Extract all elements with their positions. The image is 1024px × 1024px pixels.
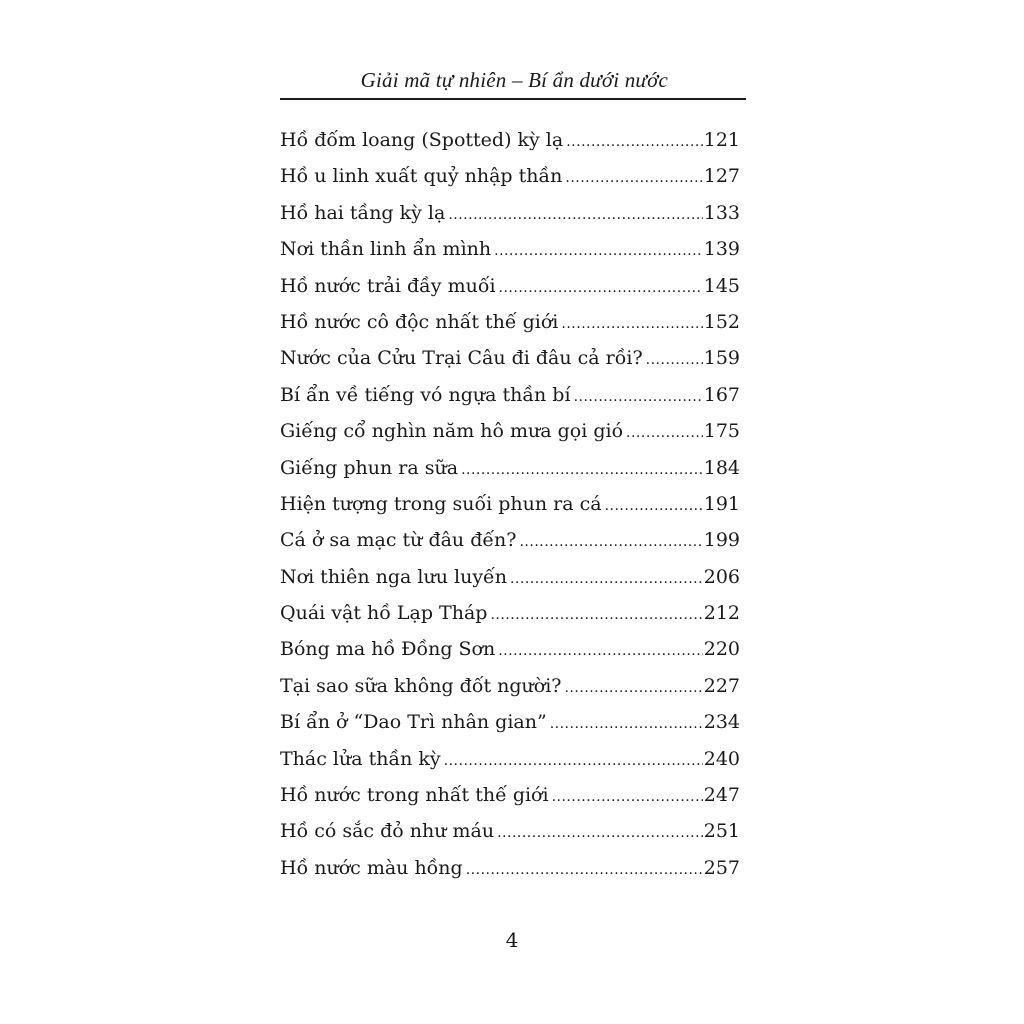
running-header bbox=[280, 62, 746, 100]
dot-leader bbox=[499, 281, 703, 295]
toc-entry-page: 220 bbox=[703, 638, 740, 661]
toc-entry bbox=[280, 377, 740, 413]
toc-entry-page: 191 bbox=[703, 492, 740, 515]
toc-entry-page: 167 bbox=[703, 383, 740, 406]
toc-entry-page: 127 bbox=[703, 165, 740, 188]
toc-entry bbox=[280, 304, 740, 340]
dot-leader bbox=[565, 171, 702, 185]
table-of-contents bbox=[280, 122, 740, 886]
toc-entry-page: 212 bbox=[703, 602, 740, 625]
toc-entry-title: Tại sao sữa không đốt người? bbox=[280, 674, 562, 697]
dot-leader bbox=[461, 463, 703, 477]
toc-entry-title: Thác lửa thần kỳ bbox=[280, 747, 441, 770]
toc-entry-page: 159 bbox=[703, 347, 740, 370]
toc-entry-title: Bí ẩn ở “Dao Trì nhân gian” bbox=[280, 711, 547, 734]
dot-leader bbox=[626, 426, 703, 440]
page-number: 4 bbox=[505, 928, 519, 952]
toc-entry bbox=[280, 231, 740, 267]
toc-entry bbox=[280, 268, 740, 304]
toc-entry-page: 234 bbox=[703, 711, 740, 734]
toc-entry-page: 152 bbox=[703, 310, 740, 333]
running-header-title: Giải mã tự nhiên – Bí ẩn dưới nước bbox=[360, 68, 668, 92]
toc-entry-page: 247 bbox=[703, 784, 740, 807]
toc-entry-title: Hồ nước trong nhất thế giới bbox=[280, 784, 549, 807]
toc-entry-page: 257 bbox=[703, 856, 740, 879]
toc-entry-page: 206 bbox=[703, 565, 740, 588]
dot-leader bbox=[444, 754, 703, 768]
toc-entry-page: 240 bbox=[703, 747, 740, 770]
toc-entry bbox=[280, 158, 740, 194]
toc-entry-title: Hồ đốm loang (Spotted) kỳ lạ bbox=[280, 129, 564, 151]
toc-entry-page: 184 bbox=[703, 456, 740, 479]
toc-entry bbox=[280, 741, 740, 777]
dot-leader bbox=[497, 826, 703, 840]
toc-entry bbox=[280, 704, 740, 740]
dot-leader bbox=[561, 317, 702, 331]
toc-entry-title: Bóng ma hồ Đồng Sơn bbox=[280, 638, 496, 661]
toc-entry bbox=[280, 340, 740, 376]
toc-entry-page: 199 bbox=[703, 529, 740, 552]
toc-entry-title: Nơi thiên nga lưu luyến bbox=[280, 565, 507, 588]
toc-entry bbox=[280, 777, 740, 813]
toc-entry-title: Hiện tượng trong suối phun ra cá bbox=[280, 492, 602, 515]
toc-entry bbox=[280, 631, 740, 667]
dot-leader bbox=[494, 244, 703, 258]
toc-entry-page: 121 bbox=[703, 129, 740, 151]
dot-leader bbox=[574, 390, 703, 404]
toc-entry bbox=[280, 486, 740, 522]
dot-leader bbox=[519, 535, 702, 549]
toc-entry-title: Hồ nước trải đầy muối bbox=[280, 274, 496, 297]
toc-entry-title: Hồ nước cô độc nhất thế giới bbox=[280, 310, 559, 333]
toc-entry-page: 175 bbox=[703, 420, 740, 443]
dot-leader bbox=[498, 644, 703, 658]
toc-entry-title: Cá ở sa mạc từ đâu đến? bbox=[280, 529, 517, 552]
dot-leader bbox=[646, 353, 703, 367]
dot-leader bbox=[448, 208, 702, 222]
toc-entry bbox=[280, 850, 740, 886]
toc-entry-title: Hồ hai tầng kỳ lạ bbox=[280, 201, 446, 224]
toc-entry bbox=[280, 413, 740, 449]
toc-entry-title: Giếng cổ nghìn năm hô mưa gọi gió bbox=[280, 420, 624, 443]
toc-entry-title: Hồ có sắc đỏ như máu bbox=[280, 820, 495, 843]
dot-leader bbox=[490, 608, 702, 622]
toc-entry-title: Bí ẩn về tiếng vó ngựa thần bí bbox=[280, 383, 571, 406]
dot-leader bbox=[564, 681, 702, 695]
toc-entry-title: Quái vật hồ Lạp Tháp bbox=[280, 602, 488, 625]
toc-entry-title: Hồ nước màu hồng bbox=[280, 856, 463, 879]
toc-entry-title: Hồ u linh xuất quỷ nhập thần bbox=[280, 165, 563, 188]
toc-entry bbox=[280, 559, 740, 595]
toc-entry-page: 133 bbox=[703, 201, 740, 224]
toc-entry bbox=[280, 122, 740, 158]
toc-entry-title: Nơi thần linh ẩn mình bbox=[280, 238, 492, 261]
dot-leader bbox=[566, 135, 703, 149]
dot-leader bbox=[466, 863, 703, 877]
toc-entry bbox=[280, 813, 740, 849]
toc-entry bbox=[280, 522, 740, 558]
toc-entry-page: 145 bbox=[703, 274, 740, 297]
toc-entry bbox=[280, 450, 740, 486]
toc-entry bbox=[280, 668, 740, 704]
dot-leader bbox=[510, 572, 703, 586]
toc-entry-title: Giếng phun ra sữa bbox=[280, 456, 459, 479]
toc-entry-page: 227 bbox=[703, 674, 740, 697]
dot-leader bbox=[550, 717, 703, 731]
toc-entry bbox=[280, 195, 740, 231]
dot-leader bbox=[552, 790, 703, 804]
toc-entry-page: 251 bbox=[703, 820, 740, 843]
toc-entry-title: Nước của Cửu Trại Câu đi đâu cả rồi? bbox=[280, 347, 643, 370]
toc-entry bbox=[280, 595, 740, 631]
dot-leader bbox=[605, 499, 703, 513]
toc-entry-page: 139 bbox=[703, 238, 740, 261]
